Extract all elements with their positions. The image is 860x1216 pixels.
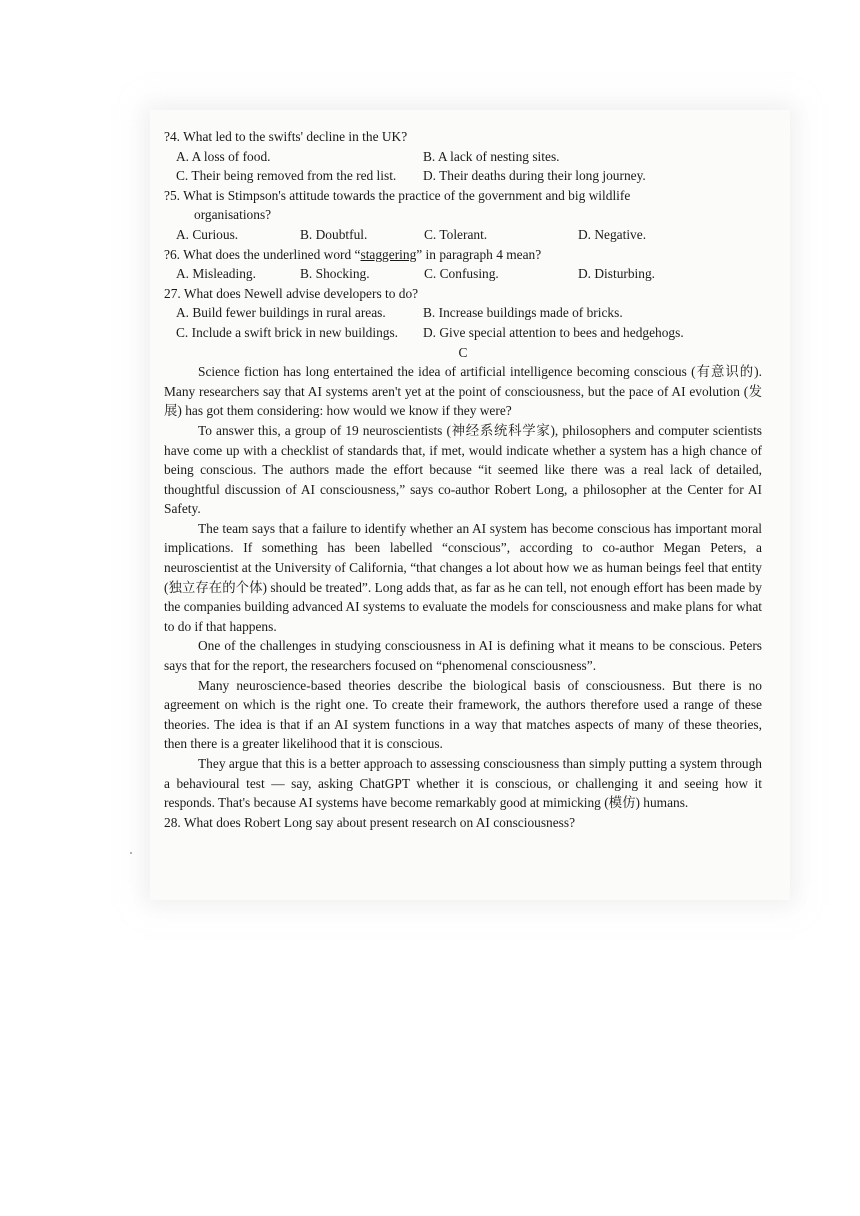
passage-paragraph: Many neuroscience-based theories describe the biological basis of consciousness. But there is no agreement on which is the right one. To create their framework, the authors therefore used a range of these theories. The idea is that if an AI system functions in a way that matches aspects of many of these theories, then there is a greater likelihood that it is conscious. [164,677,762,752]
option-b: B. Increase buildings made of bricks. [423,305,623,321]
question-number: 27. [164,285,181,301]
option-a: A. Build fewer buildings in rural areas. [176,305,386,321]
option-a: A. Misleading. [176,266,256,282]
passage-paragraph: The team says that a failure to identify whether an AI system has become conscious has important moral implications. If something has been labelled “conscious”, according to co-author Megan Peters, a neuroscientist at the University of California, “that changes a lot about how we as human beings feel that entity (独立存在的个体) should be treated”. Long adds that, as far as he can tell, not enough effort has been made by the companies building advanced AI systems to evaluate the models for consciousness and make plans for what to do if that happens. [164,520,762,634]
section-heading: C [458,344,468,360]
question-stem-after: ” in paragraph 4 mean? [416,246,542,262]
option-a: A. Curious. [176,226,239,242]
reading-passage [164,362,762,813]
option-row [164,166,762,186]
question-stem: What does Newell advise developers to do? [183,285,419,301]
option-a: A. A loss of food. [176,148,271,164]
question-number: ?5. [164,187,180,203]
option-row [164,225,762,245]
option-c: C. Confusing. [424,266,499,282]
option-c: C. Their being removed from the red list. [176,168,397,184]
question-stem: What is Stimpson's attitude towards the practice of the government and big wildlife [183,187,631,203]
question-number: ?4. [164,129,180,144]
option-row [164,264,762,284]
option-b: B. Shocking. [300,266,370,282]
option-row [164,303,762,323]
option-c: C. Tolerant. [424,226,488,242]
question-stem-continued: organisations? [194,207,272,223]
option-b: B. A lack of nesting sites. [423,148,560,164]
question-27 [164,284,762,343]
exam-content [164,127,762,832]
question-25 [164,186,762,245]
option-d: D. Give special attention to bees and hedgehogs. [423,324,684,340]
question-28 [164,813,762,833]
option-d: D. Disturbing. [578,266,655,282]
underlined-word: staggering [360,246,417,262]
passage-paragraph: They argue that this is a better approach to assessing consciousness than simply putting a system through a behavioural test — say, asking ChatGPT whether it is conscious, or challenging it and seeing how it responds. That's because AI systems have become remarkably good at mimicking (模仿) humans. [164,756,762,811]
option-c: C. Include a swift brick in new buildings. [176,324,399,340]
question-stem: What led to the swifts' decline in the UK? [183,129,408,144]
option-b: B. Doubtful. [300,226,368,242]
passage-paragraph: To answer this, a group of 19 neuroscientists (神经系统科学家), philosophers and computer scientists have come up with a checklist of standards that, if met, would indicate whether a system has a high chance of being conscious. The authors made the effort because “it seemed like there was a real lack of detailed, thoughtful discussion of AI consciousness,” says co-author Robert Long, a philosopher at the Center for AI Safety. [164,422,762,517]
option-row [164,323,762,343]
question-24 [164,127,762,186]
question-26 [164,245,762,284]
option-d: D. Negative. [578,226,647,242]
question-number: ?6. [164,246,180,262]
passage-paragraph: Science fiction has long entertained the idea of artificial intelligence becoming conscious (有意识的). Many researchers say that AI systems aren't yet at the point of consciousness, but the pace of AI evolution (发展) has got them considering: how would we know if they were? [164,364,762,419]
scan-speck [130,852,132,854]
question-stem: What does Robert Long say about present research on AI consciousness? [183,814,576,830]
option-d: D. Their deaths during their long journey. [423,168,646,184]
passage-paragraph: One of the challenges in studying consciousness in AI is defining what it means to be conscious. Peters says that for the report, the researchers focused on “phenomenal consciousness”. [164,638,762,674]
question-stem-before: What does the underlined word “ [183,246,361,262]
option-row [164,147,762,167]
question-number: 28. [164,814,181,830]
